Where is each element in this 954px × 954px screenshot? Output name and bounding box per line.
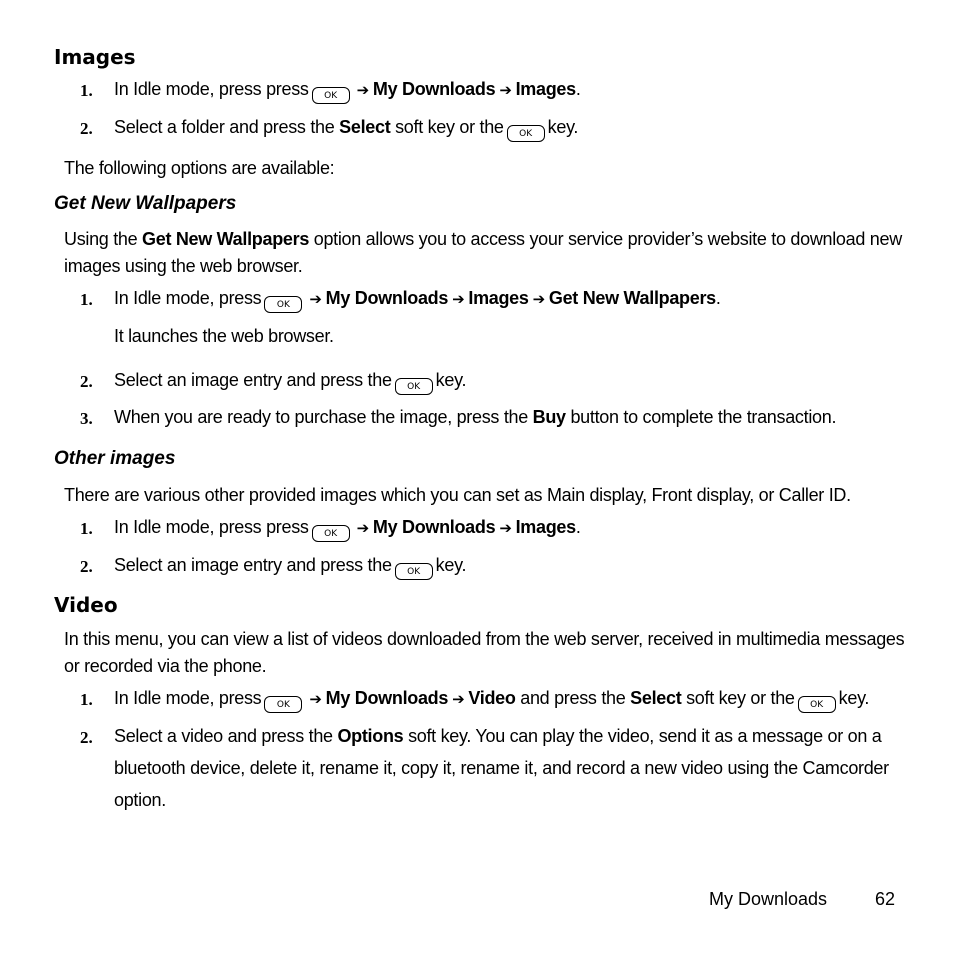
ok-key-icon: OK [798,696,836,713]
step-number: 1. [80,519,93,538]
step-other-1: In Idle mode, press press OK ➔ My Downloads ➔ Images. [114,517,581,542]
ok-key-icon: OK [312,525,350,542]
step-video-2-line2: bluetooth device, delete it, rename it, copy it, rename it, and record a new video using the Camcorder [114,758,889,778]
arrow-icon: ➔ [452,290,465,308]
step-number: 2. [80,728,93,747]
heading-video: Video [54,593,118,617]
ok-key-icon: OK [264,296,302,313]
step-number: 1. [80,290,93,309]
footer-section-name: My Downloads [709,889,828,909]
arrow-icon: ➔ [499,519,512,537]
get-new-paragraph-line2: images using the web browser. [64,256,303,276]
arrow-icon: ➔ [309,690,322,708]
arrow-icon: ➔ [356,81,369,99]
options-intro: The following options are available: [64,158,335,178]
step-get-new-2: Select an image entry and press the OK key. [114,370,466,395]
step-video-2-line3: option. [114,790,166,810]
step-note: It launches the web browser. [114,326,334,346]
step-number: 2. [80,119,93,138]
arrow-icon: ➔ [499,81,512,99]
ok-key-icon: OK [507,125,545,142]
arrow-icon: ➔ [356,519,369,537]
step-number: 2. [80,372,93,391]
arrow-icon: ➔ [452,690,465,708]
step-number: 1. [80,690,93,709]
footer-page-number: 62 [875,889,896,909]
arrow-icon: ➔ [532,290,545,308]
video-paragraph-line2: or recorded via the phone. [64,656,267,676]
heading-get-new-wallpapers: Get New Wallpapers [54,193,237,214]
get-new-paragraph: Using the Get New Wallpapers option allows you to access your service provider’s website to download new [64,229,902,249]
step-video-2: Select a video and press the Options soft key. You can play the video, send it as a message or on a [114,726,882,746]
ok-key-icon: OK [395,563,433,580]
heading-other-images: Other images [54,448,176,469]
step-images-2: Select a folder and press the Select soft key or the OK key. [114,117,578,142]
step-get-new-3: When you are ready to purchase the image, press the Buy button to complete the transaction. [114,407,837,427]
step-other-2: Select an image entry and press the OK key. [114,555,466,580]
step-number: 1. [80,81,93,100]
step-number: 3. [80,409,93,428]
ok-key-icon: OK [312,87,350,104]
heading-images: Images [54,45,136,69]
other-images-paragraph: There are various other provided images which you can set as Main display, Front display, or Caller ID. [64,485,851,505]
arrow-icon: ➔ [309,290,322,308]
step-number: 2. [80,557,93,576]
step-images-1: In Idle mode, press press OK ➔ My Downloads ➔ Images. [114,79,581,104]
step-video-1: In Idle mode, press OK ➔ My Downloads ➔ Video and press the Select soft key or the OK key. [114,688,869,713]
video-paragraph: In this menu, you can view a list of videos downloaded from the web server, received in multimedia messages [64,629,905,649]
ok-key-icon: OK [264,696,302,713]
ok-key-icon: OK [395,378,433,395]
step-get-new-1: In Idle mode, press OK ➔ My Downloads ➔ Images ➔ Get New Wallpapers. [114,288,721,313]
